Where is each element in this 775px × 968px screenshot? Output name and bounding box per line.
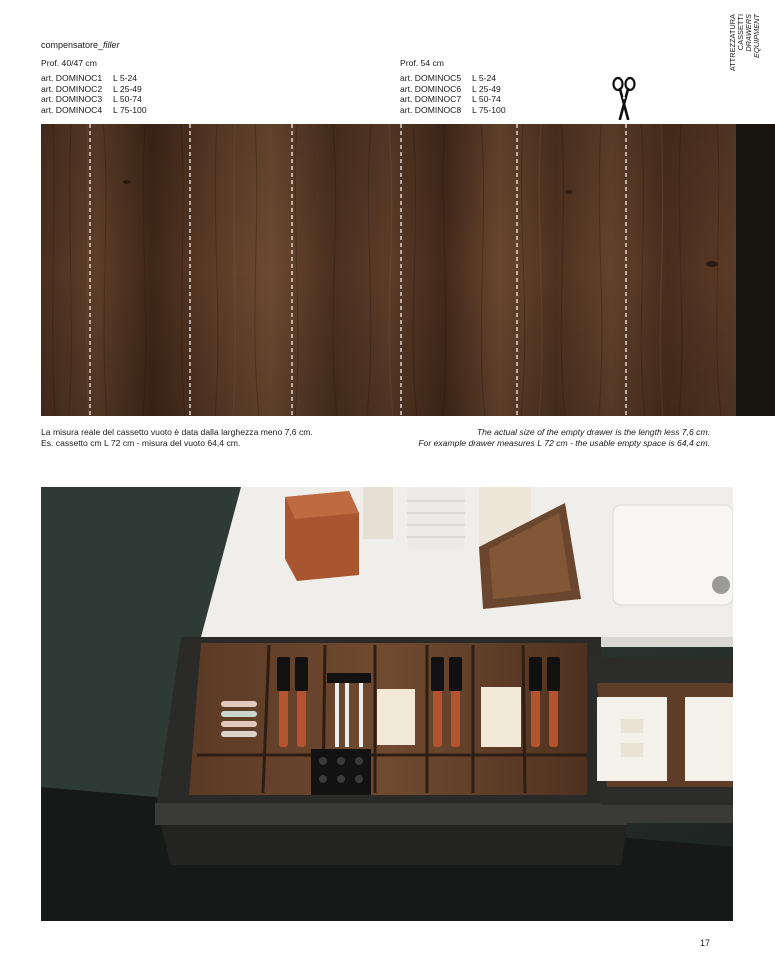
spec-row <box>41 73 147 83</box>
spec-row <box>400 94 506 104</box>
caption-line: Es. cassetto cm L 72 cm - misura del vuoto 64,4 cm. <box>41 438 241 448</box>
article-size: L 75-100 <box>113 104 147 115</box>
depth-right: Prof. 54 cm <box>400 58 444 68</box>
title-prefix: compensatore_ <box>41 40 104 50</box>
article-code: art. DOMINOC5 <box>400 73 462 84</box>
side-label-line: CASSETTI <box>736 14 745 51</box>
panel-edge-shadow <box>736 124 775 416</box>
side-label-line: ATTREZZATURA <box>728 14 737 72</box>
page-number: 17 <box>700 938 711 948</box>
caption-line: For example drawer measures L 72 cm - the usable empty space is 64,4 cm. <box>418 438 710 448</box>
walnut-filler-panel <box>41 124 736 416</box>
spec-row <box>41 84 147 94</box>
article-code: art. DOMINOC4 <box>41 104 103 115</box>
article-size: L 50-74 <box>113 94 142 105</box>
depth-left: Prof. 40/47 cm <box>41 58 97 68</box>
section-side-label <box>729 14 769 84</box>
caption-line: La misura reale del cassetto vuoto è data dalla larghezza meno 7,6 cm. <box>41 427 313 437</box>
article-code: art. DOMINOC3 <box>41 94 103 105</box>
article-size: L 75-100 <box>472 104 506 115</box>
article-size: L 5-24 <box>472 73 497 84</box>
caption-english <box>396 427 710 449</box>
side-label-line: EQUIPMENT <box>752 14 761 58</box>
article-code: art. DOMINOC1 <box>41 73 103 84</box>
article-code: art. DOMINOC2 <box>41 83 103 94</box>
title-italic: filler <box>103 40 120 50</box>
article-size: L 25-49 <box>113 83 142 94</box>
spec-row <box>41 94 147 104</box>
spec-list-left <box>41 58 147 115</box>
article-size: L 25-49 <box>472 83 501 94</box>
spec-row <box>400 84 506 94</box>
page-title <box>41 40 120 50</box>
spec-row <box>41 105 147 115</box>
article-code: art. DOMINOC6 <box>400 83 462 94</box>
scissors-icon <box>611 76 637 120</box>
article-size: L 5-24 <box>113 73 138 84</box>
side-label-line: DRAWERS <box>744 14 753 52</box>
spec-list-right <box>400 58 506 115</box>
caption-italian <box>41 427 313 449</box>
spec-row <box>400 73 506 83</box>
drawer-product-photo <box>41 487 733 921</box>
spec-row <box>400 105 506 115</box>
article-code: art. DOMINOC7 <box>400 94 462 105</box>
caption-line: The actual size of the empty drawer is the length less 7,6 cm. <box>476 427 710 437</box>
article-code: art. DOMINOC8 <box>400 104 462 115</box>
article-size: L 50-74 <box>472 94 501 105</box>
